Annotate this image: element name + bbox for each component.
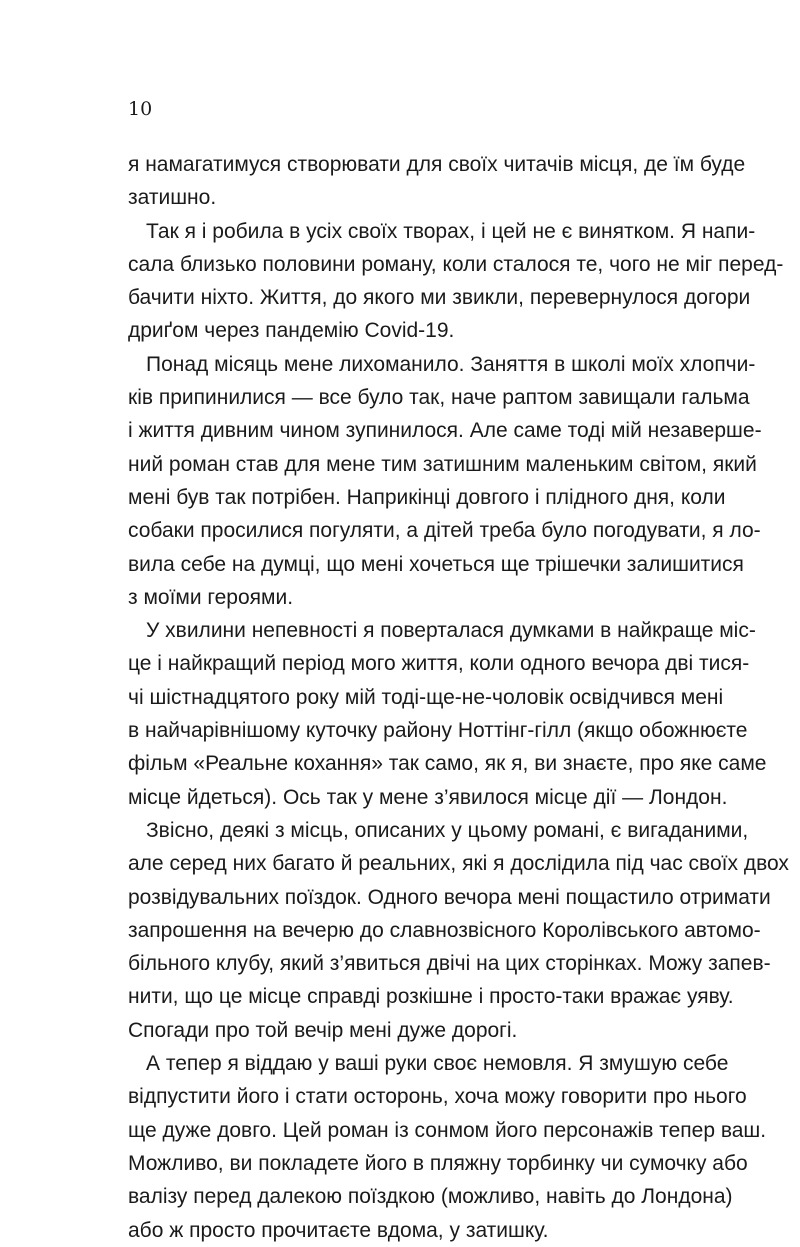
text-line: бачити ніхто. Життя, до якого ми звикли, перевернулося догори [128,286,751,310]
text-line: мені був так потрібен. Наприкінці довгого і плідного дня, коли [128,485,726,509]
page-number: 10 [128,98,153,120]
text-line: вила себе на думці, що мені хочеться ще трішечки залишитися [128,552,744,576]
text-line: відпустити його і стати осторонь, хоча можу говорити про нього [128,1085,747,1109]
text-line: фільм «Реальне кохання» так само, як я, ви знаєте, про яке саме [128,752,767,776]
paragraph [128,814,789,1047]
text-line: нити, що це місце справді розкішне і просто-таки вражає уяву. [128,985,734,1009]
text-line: ще дуже довго. Цей роман із сонмом його персонажів тепер ваш. [128,1118,767,1142]
text-line: сала близько половини роману, коли сталося те, чого не міг перед- [128,252,784,276]
text-line: в найчарівнішому куточку району Ноттінг-гілл (якщо обожнюєте [128,719,748,743]
text-line: Понад місяць мене лихоманило. Заняття в школі моїх хлопчи- [146,352,756,376]
text-line: дриґом через пандемію Covid-19. [128,319,455,343]
text-line: або ж просто прочитаєте вдома, у затишку. [128,1218,549,1242]
text-line: місце йдеться). Ось так у мене з’явилося місце дії — Лондон. [128,785,728,809]
text-line: ний роман став для мене тим затишним маленьким світом, який [128,452,757,476]
paragraph [128,148,746,215]
text-line: собаки просилися погуляти, а дітей треба було погодувати, я ло- [128,519,761,543]
text-line: ків припинилися — все було так, наче раптом завищали гальма [128,386,750,410]
text-line: з моїми героями. [128,585,294,609]
text-line: чі шістнадцятого року мій тоді-ще-не-чоловік освідчився мені [128,685,724,709]
text-line: але серед них багато й реальних, які я дослідила під час своїх двох [128,852,789,876]
text-line: і життя дивним чином зупинилося. Але саме тоді мій незаверше- [128,419,762,443]
text-line: більного клубу, який з’явиться двічі на цих сторінках. Можу запев- [128,952,771,976]
text-line: У хвилини непевності я поверталася думками в найкраще міс- [146,619,756,643]
paragraph [128,215,784,348]
text-line: А тепер я віддаю у ваші руки своє немовля. Я змушую себе [146,1052,729,1076]
paragraph [128,614,767,814]
text-line: я намагатимуся створювати для своїх читачів місця, де їм буде [128,153,746,176]
text-line: затишно. [128,186,217,210]
text-line: це і найкращий період мого життя, коли одного вечора дві тися- [128,652,750,676]
text-line: валізу перед далекою поїздкою (можливо, навіть до Лондона) [128,1185,733,1209]
text-line: Спогади про той вечір мені дуже дорогі. [128,1018,518,1042]
text-line: запрошення на вечерю до славнозвісного Королівського автомо- [128,918,761,942]
text-line: Звісно, деякі з місць, описаних у цьому романі, є вигаданими, [146,818,749,842]
text-body [128,148,789,1247]
paragraph [128,1047,767,1247]
text-line: Так я і робила в усіх своїх творах, і цей не є винятком. Я напи- [146,219,756,243]
text-line: розвідувальних поїздок. Одного вечора мені пощастило отримати [128,885,771,909]
text-line: Можливо, ви покладете його в пляжну торбинку чи сумочку або [128,1151,748,1175]
paragraph [128,348,762,614]
